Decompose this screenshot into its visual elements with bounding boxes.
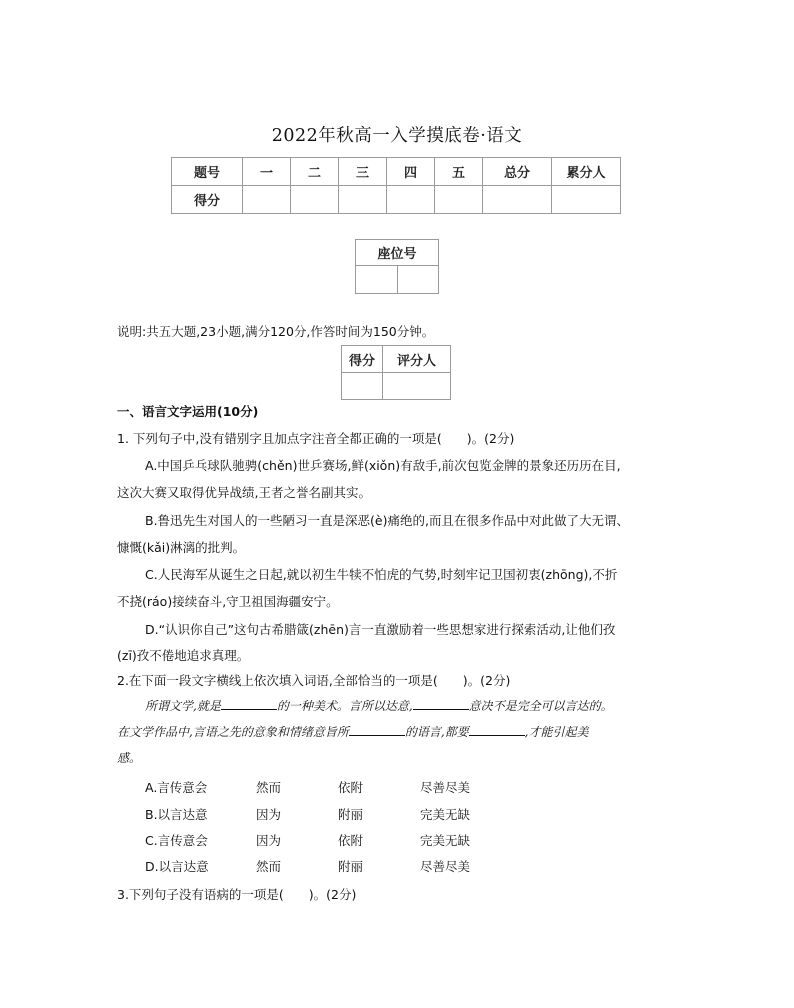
seat-number-label: 座位号 <box>356 240 439 266</box>
question-1-option-b: B.鲁迅先生对国人的一些陋习一直是深恶(è)痛绝的,而且在很多作品中对此做了大无谓、 <box>145 513 629 528</box>
score-header-cell: 三 <box>339 158 387 186</box>
score-table <box>171 157 621 214</box>
question-2-passage-line-1 <box>145 697 613 714</box>
score-entry-cell[interactable] <box>435 186 483 214</box>
fill-blank-3[interactable] <box>349 725 405 736</box>
score-row-label: 得分 <box>172 186 243 214</box>
score-header-cell: 五 <box>435 158 483 186</box>
passage-text: 的语言,都要 <box>404 725 469 739</box>
seat-number-entry-cell[interactable] <box>397 266 439 294</box>
fill-blank-2[interactable] <box>413 699 469 710</box>
seat-number-entry-cell[interactable] <box>356 266 398 294</box>
question-2-passage-line-3: 感。 <box>117 751 142 765</box>
option-word: 附丽 <box>338 859 364 874</box>
score-table-header-row <box>172 158 621 186</box>
option-word: 依附 <box>338 780 364 795</box>
question-1-option-d: D.“认识你自己”这句古希腊箴(zhēn)言一直激励着一些思想家进行探索活动,让他们孜 <box>145 622 616 637</box>
option-word: 然而 <box>256 780 282 795</box>
score-entry-cell[interactable] <box>243 186 291 214</box>
option-word: 因为 <box>256 833 282 848</box>
passage-text: 在文学作品中,言语之先的意象和情绪意旨所 <box>117 725 349 739</box>
option-label: A.言传意会 <box>145 780 208 795</box>
section-heading: 一、语言文字运用(10分) <box>117 404 259 419</box>
grader-box <box>341 345 451 400</box>
score-entry-cell[interactable] <box>552 186 621 214</box>
question-1-option-c-cont: 不挠(ráo)接续奋斗,守卫祖国海疆安宁。 <box>117 594 339 609</box>
fill-blank-1[interactable] <box>221 699 277 710</box>
option-word: 因为 <box>256 807 282 822</box>
exam-title: 2022年秋高一入学摸底卷·语文 <box>271 126 523 146</box>
score-header-cell: 累分人 <box>552 158 621 186</box>
instructions-text: 说明:共五大题,23小题,满分120分,作答时间为150分钟。 <box>117 324 435 339</box>
score-header-cell: 总分 <box>483 158 552 186</box>
grader-score-label: 得分 <box>342 346 383 373</box>
score-header-cell: 二 <box>291 158 339 186</box>
option-word: 依附 <box>338 833 364 848</box>
question-1-option-a: A.中国乒乓球队驰骋(chěn)世乒赛场,鲜(xiǒn)有敌手,前次包览金牌的景象还历历在目, <box>145 458 621 473</box>
score-header-cell: 四 <box>387 158 435 186</box>
score-header-cell: 一 <box>243 158 291 186</box>
score-entry-cell[interactable] <box>387 186 435 214</box>
question-2-stem: 2.在下面一段文字横线上依次填入词语,全部恰当的一项是( )。(2分) <box>117 673 511 688</box>
option-label: C.言传意会 <box>145 833 208 848</box>
grader-name-entry[interactable] <box>383 373 451 400</box>
question-1-option-b-cont: 慷慨(kǎi)淋漓的批判。 <box>117 540 246 555</box>
option-word: 然而 <box>256 859 282 874</box>
passage-text: 的一种美术。言所以达意, <box>276 699 413 713</box>
score-entry-cell[interactable] <box>339 186 387 214</box>
question-3-stem: 3.下列句子没有语病的一项是( )。(2分) <box>117 887 357 902</box>
grader-score-entry[interactable] <box>342 373 383 400</box>
question-1-option-c: C.人民海军从诞生之日起,就以初生牛犊不怕虎的气势,时刻牢记卫国初衷(zhōng),不折 <box>145 567 618 582</box>
grader-name-label: 评分人 <box>383 346 451 373</box>
score-entry-cell[interactable] <box>483 186 552 214</box>
question-1-option-d-cont: (zī)孜不倦地追求真理。 <box>117 648 250 663</box>
score-header-cell: 题号 <box>172 158 243 186</box>
option-label: D.以言达意 <box>145 859 209 874</box>
option-word: 尽善尽美 <box>420 780 471 795</box>
passage-text: ,才能引起美 <box>524 725 589 739</box>
seat-number-box <box>355 239 439 294</box>
fill-blank-4[interactable] <box>469 725 525 736</box>
question-2-passage-line-2 <box>117 723 588 740</box>
passage-text: 意决不是完全可以言达的。 <box>468 699 613 713</box>
question-1-stem: 1. 下列句子中,没有错别字且加点字注音全都正确的一项是( )。(2分) <box>117 431 515 446</box>
option-word: 附丽 <box>338 807 364 822</box>
question-1-option-a-cont: 这次大赛又取得优异战绩,王者之誉名副其实。 <box>117 485 371 500</box>
option-label: B.以言达意 <box>145 807 208 822</box>
score-entry-cell[interactable] <box>291 186 339 214</box>
score-table-score-row <box>172 186 621 214</box>
passage-text: 所谓文学,就是 <box>145 699 221 713</box>
option-word: 尽善尽美 <box>420 859 471 874</box>
option-word: 完美无缺 <box>420 807 471 822</box>
option-word: 完美无缺 <box>420 833 471 848</box>
